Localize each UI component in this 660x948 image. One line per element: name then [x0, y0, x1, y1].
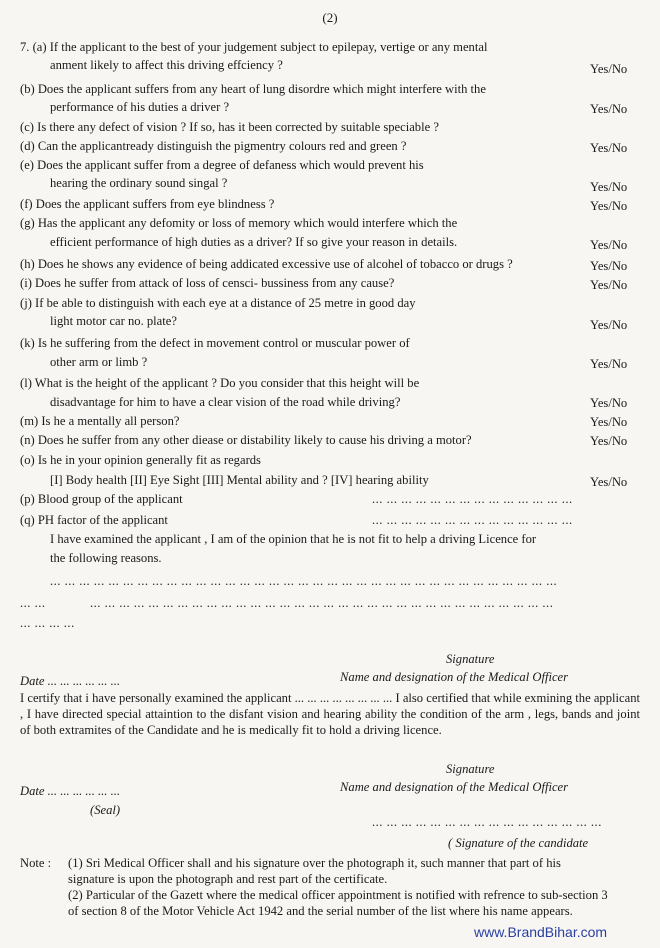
note-1-line-1: (1) Sri Medical Officer shall and his signature over the photograph it, such manner that part of his	[68, 856, 561, 870]
answer-7a: Yes/No	[590, 62, 628, 76]
name-designation-label: Name and designation of the Medical Officer	[340, 670, 569, 684]
page-number: (2)	[322, 10, 338, 25]
answer-7j: Yes/No	[590, 318, 628, 332]
website-footer-link[interactable]: www.BrandBihar.com	[474, 924, 608, 940]
question-7o-line-1: (o) Is he in your opinion generally fit as regards	[20, 453, 261, 467]
question-7a-line-1: 7. (a) If the applicant to the best of your judgement subject to epilepay, vertige or any mental	[20, 40, 488, 54]
note-label: Note :	[20, 856, 52, 870]
answer-7e: Yes/No	[590, 180, 628, 194]
question-7o-line-2: [I] Body health [II] Eye Sight [III] Mental ability and ? [IV] hearing ability	[50, 473, 429, 487]
answer-7k: Yes/No	[590, 357, 628, 371]
answer-7d: Yes/No	[590, 141, 628, 155]
note-1-line-2: signature is upon the photograph and rest part of the certificate.	[68, 872, 388, 886]
answer-7i: Yes/No	[590, 278, 628, 292]
seal-label: (Seal)	[90, 803, 121, 817]
opinion-line-2: the following reasons.	[50, 551, 162, 565]
question-7m: (m) Is he a mentally all person?	[20, 414, 180, 428]
question-7a-line-2: anment likely to affect this driving effciency ?	[50, 58, 283, 72]
answer-7l: Yes/No	[590, 396, 628, 410]
answer-7o: Yes/No	[590, 475, 628, 489]
question-7f: (f) Does the applicant suffers from eye blindness ?	[20, 197, 275, 211]
signature-label: Signature	[446, 652, 495, 666]
question-7q: (q) PH factor of the applicant	[20, 513, 168, 527]
opinion-line-1: I have examined the applicant , I am of the opinion that he is not fit to help a driving Licence for	[50, 532, 537, 546]
answer-7f: Yes/No	[590, 199, 628, 213]
question-7e-line-1: (e) Does the applicant suffer from a degree of defaness which would prevent his	[20, 158, 424, 172]
candidate-signature-label: ( Signature of the candidate	[448, 836, 589, 850]
question-7k-line-1: (k) Is he suffering from the defect in movement control or muscular power of	[20, 336, 410, 350]
question-7b-line-2: performance of his duties a driver ?	[50, 100, 230, 114]
reason-blank-1: ... ... ... ... ... ... ... ... ... ... ... ... ... ... ... ... ... ... ... ... ... ... ... ... ... ... ... ... ... ... ... ... ... ... ...	[50, 574, 558, 588]
answer-7g: Yes/No	[590, 238, 628, 252]
question-7g-line-1: (g) Has the applicant any defomity or loss of memory which would interfere which the	[20, 216, 458, 230]
question-7j-line-2: light motor car no. plate?	[50, 314, 177, 328]
reason-blank-3: ... ... ... ...	[20, 616, 75, 630]
question-7n: (n) Does he suffer from any other diease or distability likely to cause his driving a motor?	[20, 433, 472, 447]
question-7c: (c) Is there any defect of vision ? If so, has it been corrected by suitable speciable ?	[20, 120, 439, 134]
question-7h: (h) Does he shows any evidence of being addicated excessive use of alcohel of tobacco or drugs ?	[20, 257, 513, 271]
question-7l-line-1: (l) What is the height of the applicant ? Do you consider that this height will be	[20, 376, 420, 390]
date-label: Date ... ... ... ... ... ...	[20, 674, 121, 688]
answer-7m: Yes/No	[590, 415, 628, 429]
certification-paragraph: I certify that i have personally examined the applicant ... ... ... ... ... ... ... ... I also certified that while exmining the applicant , I have directed special attaintion to the disfant vision and hearing ability the condition of the arm , legs, bands and joint of both extramites of the Candidate and he is medically fit to hold a driving licence.	[20, 691, 640, 737]
question-7e-line-2: hearing the ordinary sound singal ?	[50, 176, 228, 190]
signature-label-2: Signature	[446, 762, 495, 776]
question-7l-line-2: disadvantage for him to have a clear vision of the road while driving?	[50, 395, 401, 409]
ph-factor-blank: ... ... ... ... ... ... ... ... ... ... ... ... ... ...	[372, 513, 573, 527]
question-7p: (p) Blood group of the applicant	[20, 492, 183, 506]
question-7j-line-1: (j) If be able to distinguish with each eye at a distance of 25 metre in good day	[20, 296, 416, 310]
answer-7n: Yes/No	[590, 434, 628, 448]
question-7b-line-1: (b) Does the applicant suffers from any heart of lung disordre which might interfere with the	[20, 82, 486, 96]
answer-7b: Yes/No	[590, 102, 628, 116]
blood-group-blank: ... ... ... ... ... ... ... ... ... ... ... ... ... ...	[372, 492, 573, 506]
answer-7h: Yes/No	[590, 259, 628, 273]
question-7d: (d) Can the applicantready distinguish the pigmentry colours red and green ?	[20, 139, 407, 153]
name-designation-label-2: Name and designation of the Medical Officer	[340, 780, 569, 794]
note-2-line-2: of section 8 of the Motor Vehicle Act 1942 and the serial number of the list where his name appears.	[68, 904, 573, 918]
question-7k-line-2: other arm or limb ?	[50, 355, 148, 369]
note-2-line-1: (2) Particular of the Gazett where the medical officer appointment is notified with refrence to sub-section 3	[68, 888, 608, 902]
reason-blank-2b: ... ... ... ... ... ... ... ... ... ... ... ... ... ... ... ... ... ... ... ... ... ... ... ... ... ... ... ... ... ... ... ...	[90, 596, 554, 610]
reason-blank-2a: ... ...	[20, 596, 46, 610]
question-7i: (i) Does he suffer from attack of loss of censci- bussiness from any cause?	[20, 276, 395, 290]
candidate-signature-blank: ... ... ... ... ... ... ... ... ... ... ... ... ... ... ... ...	[372, 815, 602, 829]
date-label-2: Date ... ... ... ... ... ...	[20, 784, 121, 798]
question-7g-line-2: efficient performance of high duties as a driver? If so give your reason in details.	[50, 235, 458, 249]
